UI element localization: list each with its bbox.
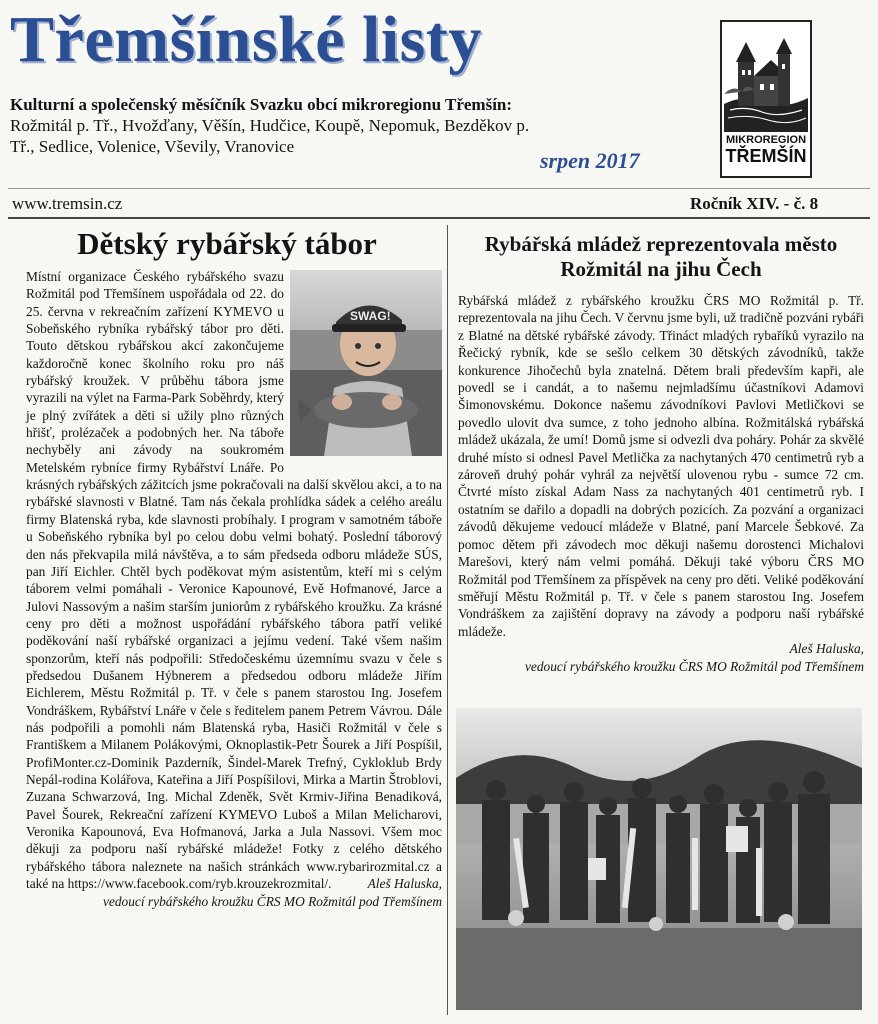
left-article-body: Místní organizace Českého rybářského svazu Rožmitál pod Třemšínem uspořádala od 22. do 25. června v rekreačním zařízení KYMEVO u Sobeňského rybníka rybářský tábor pro děti. Touto dětskou rybářskou akcí zakončujeme každoročně konec školního roku pro náš rybářský kroužek. V průběhu tábora jsme vyrazili na výlet na Farma-Park Soběhrdy, který je plný zvířátek a děti si užily plno různých hřišť, prolézaček a podobných her. Na táboře nechyběly ani závody na soukromém Metelském rybníce firmy Rybářství Lnáře. Po krásných rybářských zážitcích jsme pokračovali na další skvělou akci, a to na rybářské slavnosti v Blatné. Tam nás čekala prohlídka sádek a celého areálu firmy Blatenská ryba, kde slavnosti probíhaly. I program v samotném táboře u Sobeňského rybníka byl po celou dobu velmi bohatý. Poslední táborový den nás překvapila milá návštěva, a to sám předseda odboru mládeže SÚS, pan Jiří Eichler. Chtěl bych poděkovat mým asistentům, kteří mi s celým táborem velmi pomáhali - Veronice Kapounové, Evě Hofmanové, Jarce a Julovi Nassovým a našim starším juniorům z rybářského kroužku. Za krásné ceny pro děti a možnost uspořádání rybářského tábora patří veliké poděkování naší rybářské organizaci a jejímu vedení. Také všem našim sponzorům, kteří nás podpořili: Středočeskému územnímu svazu v čele s předsedou Dušanem Hýbnerem a předsedou odboru mládeže Jiřím Eichlerem, Městu Rožmitál p. Tř. v čele s panem starostou Ing. Josefem Vondráškem, Rybářství Lnáře v čele s ředitelem panem Petrem Vávrou. Dále nás podpořili a pomohli nám Blatenská ryba, Hasiči Rožmitál v čele s Františkem a Milanem Polákovými, Oknoplastik-Petr Šourek a Jiří Pospíšil, ProfiMonter.cz-Dominik Pazderník, Šindel-Marek Trefný, Cykloklub Brdy Nepál-rodina Kolářova, Kateřina a Jiří Pospíšilovi, Mirka a Martin Štroblovi, Zuzana Schwarzová, Ing. Michal Zdeněk, Svět Krmiv-Jiřina Benadiková, Pavel Šourek, Rekreační zařízení KYMEVO Luboš a Milan Melicharovi, Veronika Kapounová, Eva Hofmanová, Jarka a Jula Nassovi. Všem moc děkuji za podporu naší rybářské mládeže! Fotky z celého dětského rybářského tábora naleznete na našich stránkách www.rybarirozmital.cz a také na https://www.facebook.com/ryb.krouzekrozmital/. <box>26 269 442 892</box>
newspaper-title: Třemšínské listy <box>10 3 482 76</box>
cap-text: SWAG! <box>350 309 391 323</box>
right-article-headline: Rybářská mládež reprezentovala město Rožmitál na jihu Čech <box>484 232 838 281</box>
subtitle-lead: Kulturní a společenský měsíčník Svazku obcí mikroregionu Třemšín: <box>10 95 513 114</box>
group-fishing-photo <box>456 708 862 1010</box>
right-article <box>458 292 864 675</box>
logo-line-1: MIKROREGION <box>725 134 807 146</box>
subtitle-towns: Rožmitál p. Tř., Hvožďany, Věšín, Hudčice, Koupě, Nepomuk, Bezděkov p. Tř., Sedlice, Volenice, Vševily, Vranovice <box>10 116 530 156</box>
newspaper-subtitle <box>10 94 530 157</box>
right-article-author-role: vedoucí rybářského kroužku ČRS MO Rožmitál pod Třemšínem <box>524 658 864 674</box>
boy-with-fish-photo <box>290 270 442 456</box>
website-link[interactable]: www.tremsin.cz <box>12 194 123 213</box>
masthead-rule <box>8 188 870 189</box>
left-article-author: Aleš Haluska, <box>367 876 442 892</box>
header-divider <box>8 217 870 219</box>
column-divider <box>447 225 448 1015</box>
left-article-headline: Dětský rybářský tábor <box>77 226 377 261</box>
masthead <box>0 0 878 190</box>
right-article-author: Aleš Haluska, <box>789 641 864 657</box>
volume-number: Ročník XIV. - č. 8 <box>690 194 819 213</box>
left-article-author-role: vedoucí rybářského kroužku ČRS MO Rožmitál pod Třemšínem <box>102 893 442 909</box>
issue-date: srpen 2017 <box>540 148 640 173</box>
mikroregion-logo <box>720 20 812 178</box>
castle-logo-icon <box>724 24 808 132</box>
left-article <box>26 268 442 910</box>
logo-line-2: TŘEMŠÍN <box>725 146 807 166</box>
right-article-body: Rybářská mládež z rybářského kroužku ČRS MO Rožmitál p. Tř. reprezentovala na jihu Čech. V červnu jsme byli, už tradičně pozváni rybáři z Blatné na dětské rybářské závody. Třináct mladých rybaříků vyrazilo na Řečický rybník, kde se sešlo celkem 30 dětských závodníků, takže konkurence Jihočechů byla znatelná. Dětem brali především kapři, ale povedl se i candát, a to našemu nejmladšímu účastníkovi Adamovi Šimonovskému. Dokonce našemu závodníkovi Pavlovi Metličkovi se povedlo ulovit dva sumce, z toho jednoho albína. Rožmitálská rybářská mládež ukázala, že umí! Domů jsme si odvezli dva poháry. Pohár za skvělé druhé místo si odnesl Pavel Metlička za nachytaných 470 centimetrů ryb a zároveň druhý pohár vyhrál za největší ulovenou rybu - sumce 72 cm. Čtvrté místo získal Adam Nass za nachytaných 401 centimetrů ryb. I ostatním se dařilo a dopadli na dobrých pozicích. Za pozvání a organizaci závodů děkujeme vedoucí mládeže v Blatné, paní Marcele Šebkové. Za pomoc dětem při závodech moc děkuji našemu dorostenci Michalovi Marešovi, který nám velmi pomáhá. Děkuji také výboru ČRS MO Rožmitál pod Třemšínem za příspěvek na ceny pro děti. Veliké poděkování směřují Městu Rožmitál p. Tř. v čele s panem starostou Ing. Josefem Vondráškem za zajištění dopravy na závody a podporu naší rybářské mládeže. <box>458 293 864 639</box>
